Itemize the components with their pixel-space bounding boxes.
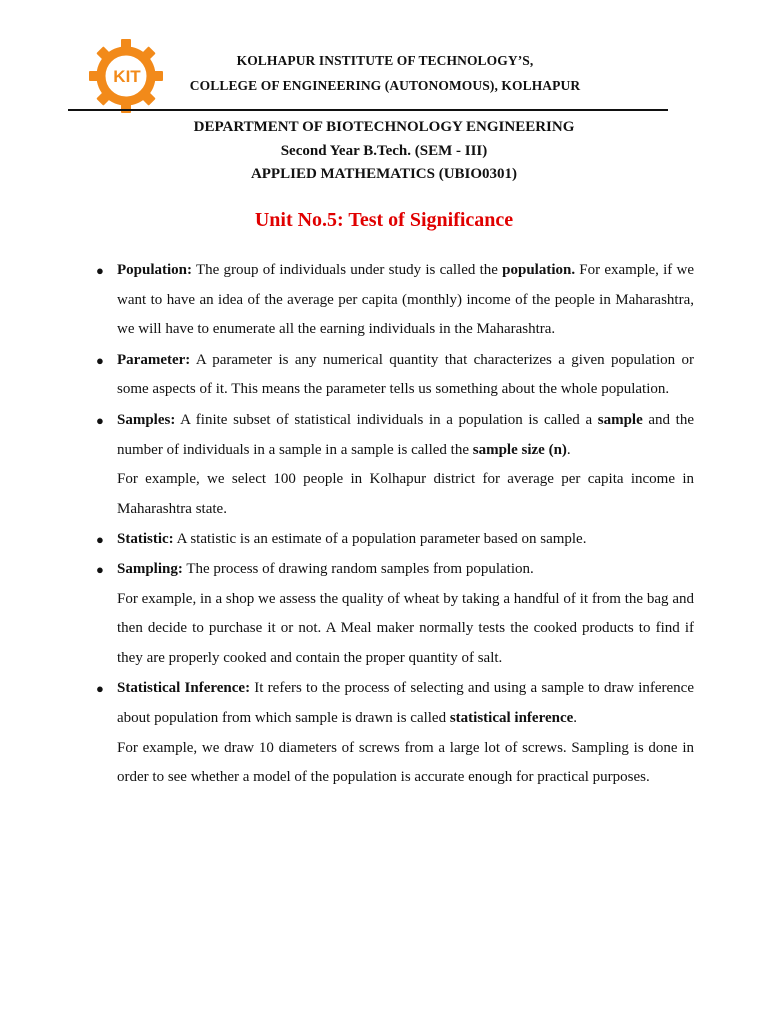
- definition-text: A statistic is an estimate of a population parameter based on sample.: [173, 531, 587, 548]
- year-heading: Second Year B.Tech. (SEM - III): [280, 143, 488, 159]
- department-heading: DEPARTMENT OF BIOTECHNOLOGY ENGINEERING: [193, 119, 575, 135]
- bullet-icon: ●: [96, 263, 104, 278]
- example-statistical-inference: For example, we draw 10 diameters of screws from a large lot of screws. Sampling is done in order to see whether a model of the population is accurate enough for practical purposes.: [117, 739, 694, 786]
- course-heading: APPLIED MATHEMATICS (UBIO0301): [250, 166, 518, 182]
- definition-text: For example, if we want to have an idea of the average per capita (monthly) income of the people in Maharashtra, we will have to enumerate all the earning individuals in the Maharashtra.: [117, 262, 694, 338]
- term-sampling: Sampling:: [117, 560, 183, 577]
- definition-text: A parameter is any numerical quantity that characterizes a given population or some aspects of it. This means the parameter tells us something about the whole population.: [117, 351, 694, 398]
- list-item-population: [96, 256, 694, 345]
- bold-term: sample: [597, 411, 643, 428]
- bullet-icon: ●: [96, 412, 104, 428]
- term-population: Population:: [117, 262, 193, 278]
- list-item-sampling: [96, 555, 694, 585]
- term-statistical-inference: Statistical Inference:: [117, 680, 251, 697]
- definition-text: .: [573, 709, 578, 726]
- list-item-statistic: [96, 525, 694, 555]
- example-sampling: For example, in a shop we assess the quality of wheat by taking a handful of it from the bag and then decide to purchase it or not. A Meal maker normally tests the cooked products to find if they are properly cooked and contain the proper quantity of salt.: [117, 590, 694, 666]
- bold-term: population.: [502, 262, 576, 278]
- list-item-statistical-inference: [96, 674, 694, 733]
- bold-term: sample size (n): [472, 441, 567, 458]
- list-item-parameter: [96, 346, 694, 405]
- definition-text: It refers to the process of selecting and using a sample to draw inference about population from which sample is drawn is called: [117, 680, 694, 726]
- term-samples: Samples:: [117, 411, 176, 428]
- term-parameter: Parameter:: [117, 351, 191, 368]
- definition-text: and the number of individuals in a sample in a sample is called the: [117, 411, 694, 458]
- definition-text: The group of individuals under study is called the: [192, 262, 503, 278]
- list-item-samples: [96, 406, 694, 465]
- college-logo: [86, 36, 166, 116]
- bullet-icon: ●: [96, 352, 104, 368]
- bullet-icon: ●: [96, 681, 104, 697]
- header-divider: [68, 109, 668, 111]
- logo-text: KIT: [113, 67, 141, 86]
- definitions-list: [96, 256, 694, 793]
- definition-text: A finite subset of statistical individuals in a population is called a: [175, 411, 598, 428]
- definition-text: .: [566, 441, 571, 458]
- institute-name: KOLHAPUR INSTITUTE OF TECHNOLOGY’S,: [236, 53, 534, 68]
- bold-term: statistical inference: [449, 709, 574, 726]
- example-samples: For example, we select 100 people in Kolhapur district for average per capita income in Maharashtra state.: [117, 471, 694, 517]
- unit-title: Unit No.5: Test of Significance: [254, 209, 514, 231]
- bullet-icon: ●: [96, 561, 104, 577]
- bullet-icon: ●: [96, 532, 104, 548]
- definition-text: The process of drawing random samples from population.: [182, 560, 534, 577]
- college-name: COLLEGE OF ENGINEERING (AUTONOMOUS), KOLHAPUR: [189, 78, 581, 93]
- term-statistic: Statistic:: [117, 531, 174, 548]
